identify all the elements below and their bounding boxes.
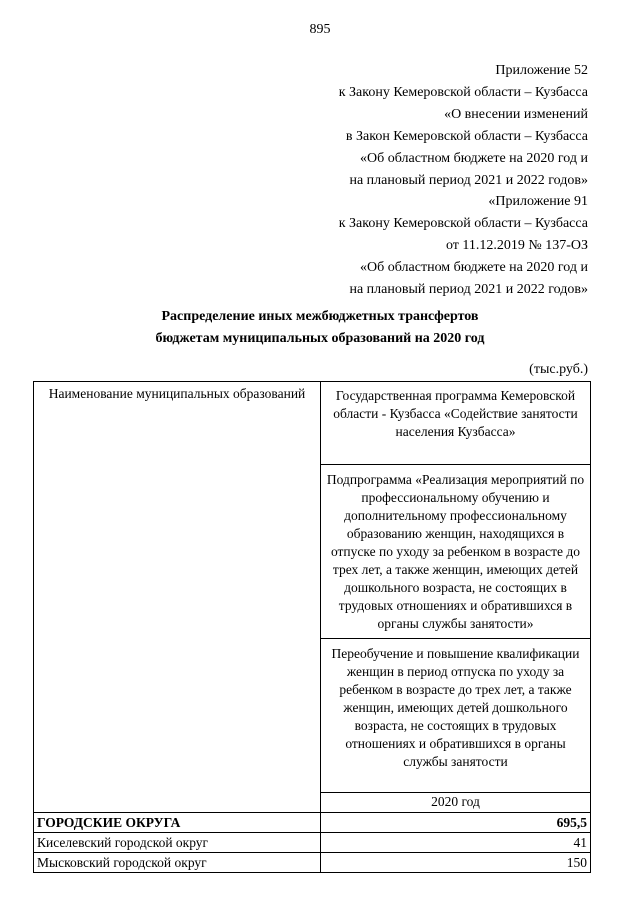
page-number: 895	[309, 22, 331, 37]
municipality-name-header: Наименование муниципальных образований	[34, 382, 321, 813]
title-line: Распределение иных межбюджетных трансфертов	[161, 309, 479, 324]
appendix-current-line: «О внесении изменений	[444, 107, 588, 122]
appendix-current-line: на плановый период 2021 и 2022 годов»	[349, 173, 588, 188]
table-row	[34, 833, 591, 853]
table-header-row	[34, 382, 591, 465]
state-program-header: Государственная программа Кемеровской области - Кузбасса «Содействие занятости населения Кузбасса»	[321, 382, 591, 465]
subprogram-header: Подпрограмма «Реализация мероприятий по профессиональному обучению и дополнительному профессиональному образованию женщин, находящихся в отпуске по уходу за ребенком в возрасте до трех лет, а также женщин, имеющих детей дошкольного возраста, не состоящих в трудовых отношениях и обратившихся в органы службы занятости»	[321, 465, 591, 639]
municipality-name: ГОРОДСКИЕ ОКРУГА	[34, 813, 321, 833]
table-row	[34, 853, 591, 873]
appendix-original-line: «Об областном бюджете на 2020 год и	[360, 260, 588, 275]
appendix-original-line: от 11.12.2019 № 137-ОЗ	[445, 238, 588, 253]
transfers-table	[33, 381, 591, 873]
year-header: 2020 год	[321, 793, 591, 813]
document-title	[0, 306, 640, 350]
activity-header: Переобучение и повышение квалификации женщин в период отпуска по уходу за ребенком в возрасте до трех лет, а также женщин, имеющих детей дошкольного возраста, не состоящих в трудовых отношениях и обратившихся в органы службы занятости	[321, 639, 591, 793]
units-label: (тыс.руб.)	[529, 362, 588, 377]
appendix-original-line: на плановый период 2021 и 2022 годов»	[349, 282, 588, 297]
table-row	[34, 813, 591, 833]
title-line: бюджетам муниципальных образований на 2020 год	[155, 331, 485, 346]
appendix-original-line: «Приложение 91	[488, 194, 588, 209]
transfer-amount: 695,5	[321, 813, 591, 833]
appendix-current-line: в Закон Кемеровской области – Кузбасса	[345, 129, 588, 144]
appendix-current-line: к Закону Кемеровской области – Кузбасса	[338, 85, 588, 100]
municipality-name: Мысковский городской округ	[34, 853, 321, 873]
appendix-current-line: Приложение 52	[495, 63, 588, 78]
appendix-current-line: «Об областном бюджете на 2020 год и	[360, 151, 588, 166]
transfer-amount: 150	[321, 853, 591, 873]
municipality-name: Киселевский городской округ	[34, 833, 321, 853]
appendix-current-block	[339, 60, 588, 192]
appendix-original-block	[339, 191, 588, 301]
appendix-original-line: к Закону Кемеровской области – Кузбасса	[338, 216, 588, 231]
transfer-amount: 41	[321, 833, 591, 853]
